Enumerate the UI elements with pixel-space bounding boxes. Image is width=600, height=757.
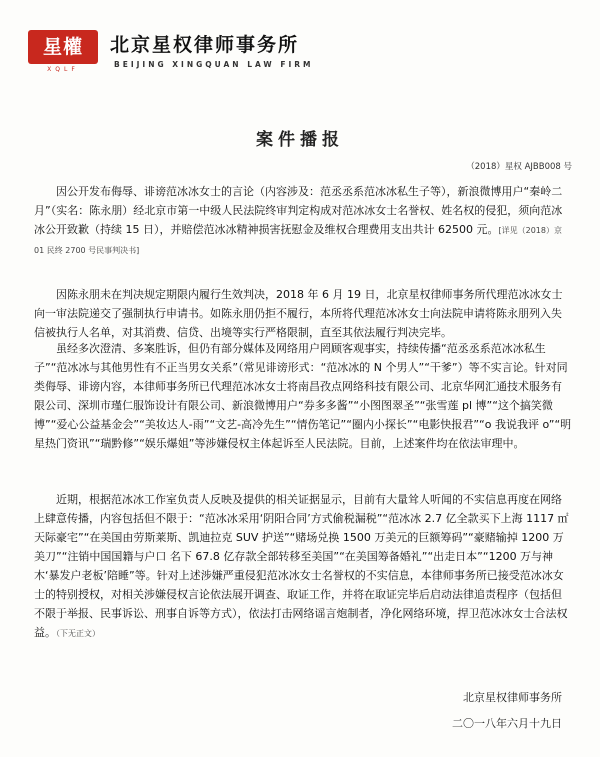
letterhead [28, 30, 588, 76]
firm-name-cn: 北京星权律师事务所 [110, 34, 300, 56]
firm-name-en: BEIJING XINGQUAN LAW FIRM [114, 60, 314, 69]
paragraph-1-reference: [详见（2018）京 01 民终 2700 号民事判决书] [34, 226, 562, 255]
document-number: （2018）星权 AJBB008 号 [466, 162, 572, 172]
paragraph-2: 因陈永朋未在判决规定期限内履行生效判决，2018 年 6 月 19 日，北京星权律师事务所代理范冰冰女士向一审法院递交了强制执行申请书。如陈永朋仍拒不履行，本所将代理范冰冰女士向法院申请将陈永朋列入失信被执行人名单，对其消费、信贷、出境等实行严格限制，直至其依法履行判决完毕。 [34, 288, 563, 339]
document-title: 案件播报 [256, 130, 344, 150]
firm-logo-sub: XQLF [47, 66, 79, 73]
paragraph-3: 虽经多次澄清、多案胜诉，但仍有部分媒体及网络用户罔顾客观事实，持续传播“范丞丞系范冰冰私生子”“范冰冰与其他男性有不正当男女关系”（常见诽谤形式：“范冰冰的 N 个男人”“干爹”）等不实言论。针对同类侮辱、诽谤内容，本律师事务所已代理范冰冰女士将南昌孜点网络科技有限公司、北京华网汇通技术服务有限公司、深圳市瑾仁服饰设计有限公司、新浪微博用户“券多多酱”“小图图翠圣”“张雪莲 pl 博”“这个搞笑微博”“爱心公益基金会”“美妆达人-雨”“文艺-高冷先生”“情伤笔记”“圈内小探长”“电影快报君”“o 我说我评 o”“明星热门资讯”“瑞黔修”“娱乐爆姐”等涉嫌侵权主体起诉至人民法院。目前，上述案件均在依法审理中。 [34, 342, 572, 450]
paragraph-1 [34, 182, 572, 260]
signature-block [452, 685, 562, 737]
paragraph-4-text: 近期，根据范冰冰工作室负责人反映及提供的相关证据显示，目前有大量耸人听闻的不实信息再度在网络上肆意传播，内容包括但不限于：“范冰冰采用‘阴阳合同’方式偷税漏税”“范冰冰 2.7 亿全款买下上海 1117 ㎡天际豪宅”“在美国由劳斯莱斯、凯迪拉克 SUV 护送”“赌场兑换 1500 万美元的巨额筹码”“豪赌输掉 1200 万美刀”“注销中国国籍与户口 名下 67.8 亿存款全部转移至美国”“在美国筹备婚礼”“出走日本”“1200 万与神木‘暴发户老板’陪睡”等。针对上述涉嫌严重侵犯范冰冰女士名誉权的不实信息，本律师事务所已接受范冰冰女士的特别授权，对相关涉嫌侵权言论依法展开调查、取证工作，并将在取证完毕后启动法律追责程序（包括但不限于举报、民事诉讼、刑事自诉等方式），依法打击网络谣言炮制者，净化网络环境，捍卫范冰冰女士合法权益。 [34, 493, 569, 639]
signature-date: 二〇一八年六月十九日 [452, 717, 562, 730]
paragraph-4 [34, 490, 572, 643]
paragraph-4-end-note: （下无正文） [56, 629, 100, 638]
signature-firm: 北京星权律师事务所 [463, 691, 562, 704]
firm-logo: 星權 [28, 30, 98, 64]
paragraph-1-text: 因公开发布侮辱、诽谤范冰冰女士的言论（内容涉及：范丞丞系范冰冰私生子等），新浪微博用户“秦岭二月”（实名：陈永朋）经北京市第一中级人民法院终审判定构成对范冰冰女士名誉权、姓名权的侵犯，须向范冰冰公开致歉（持续 15 日），并赔偿范冰冰精神损害抚慰金及维权合理费用支出共计 62500 元。 [34, 185, 563, 236]
